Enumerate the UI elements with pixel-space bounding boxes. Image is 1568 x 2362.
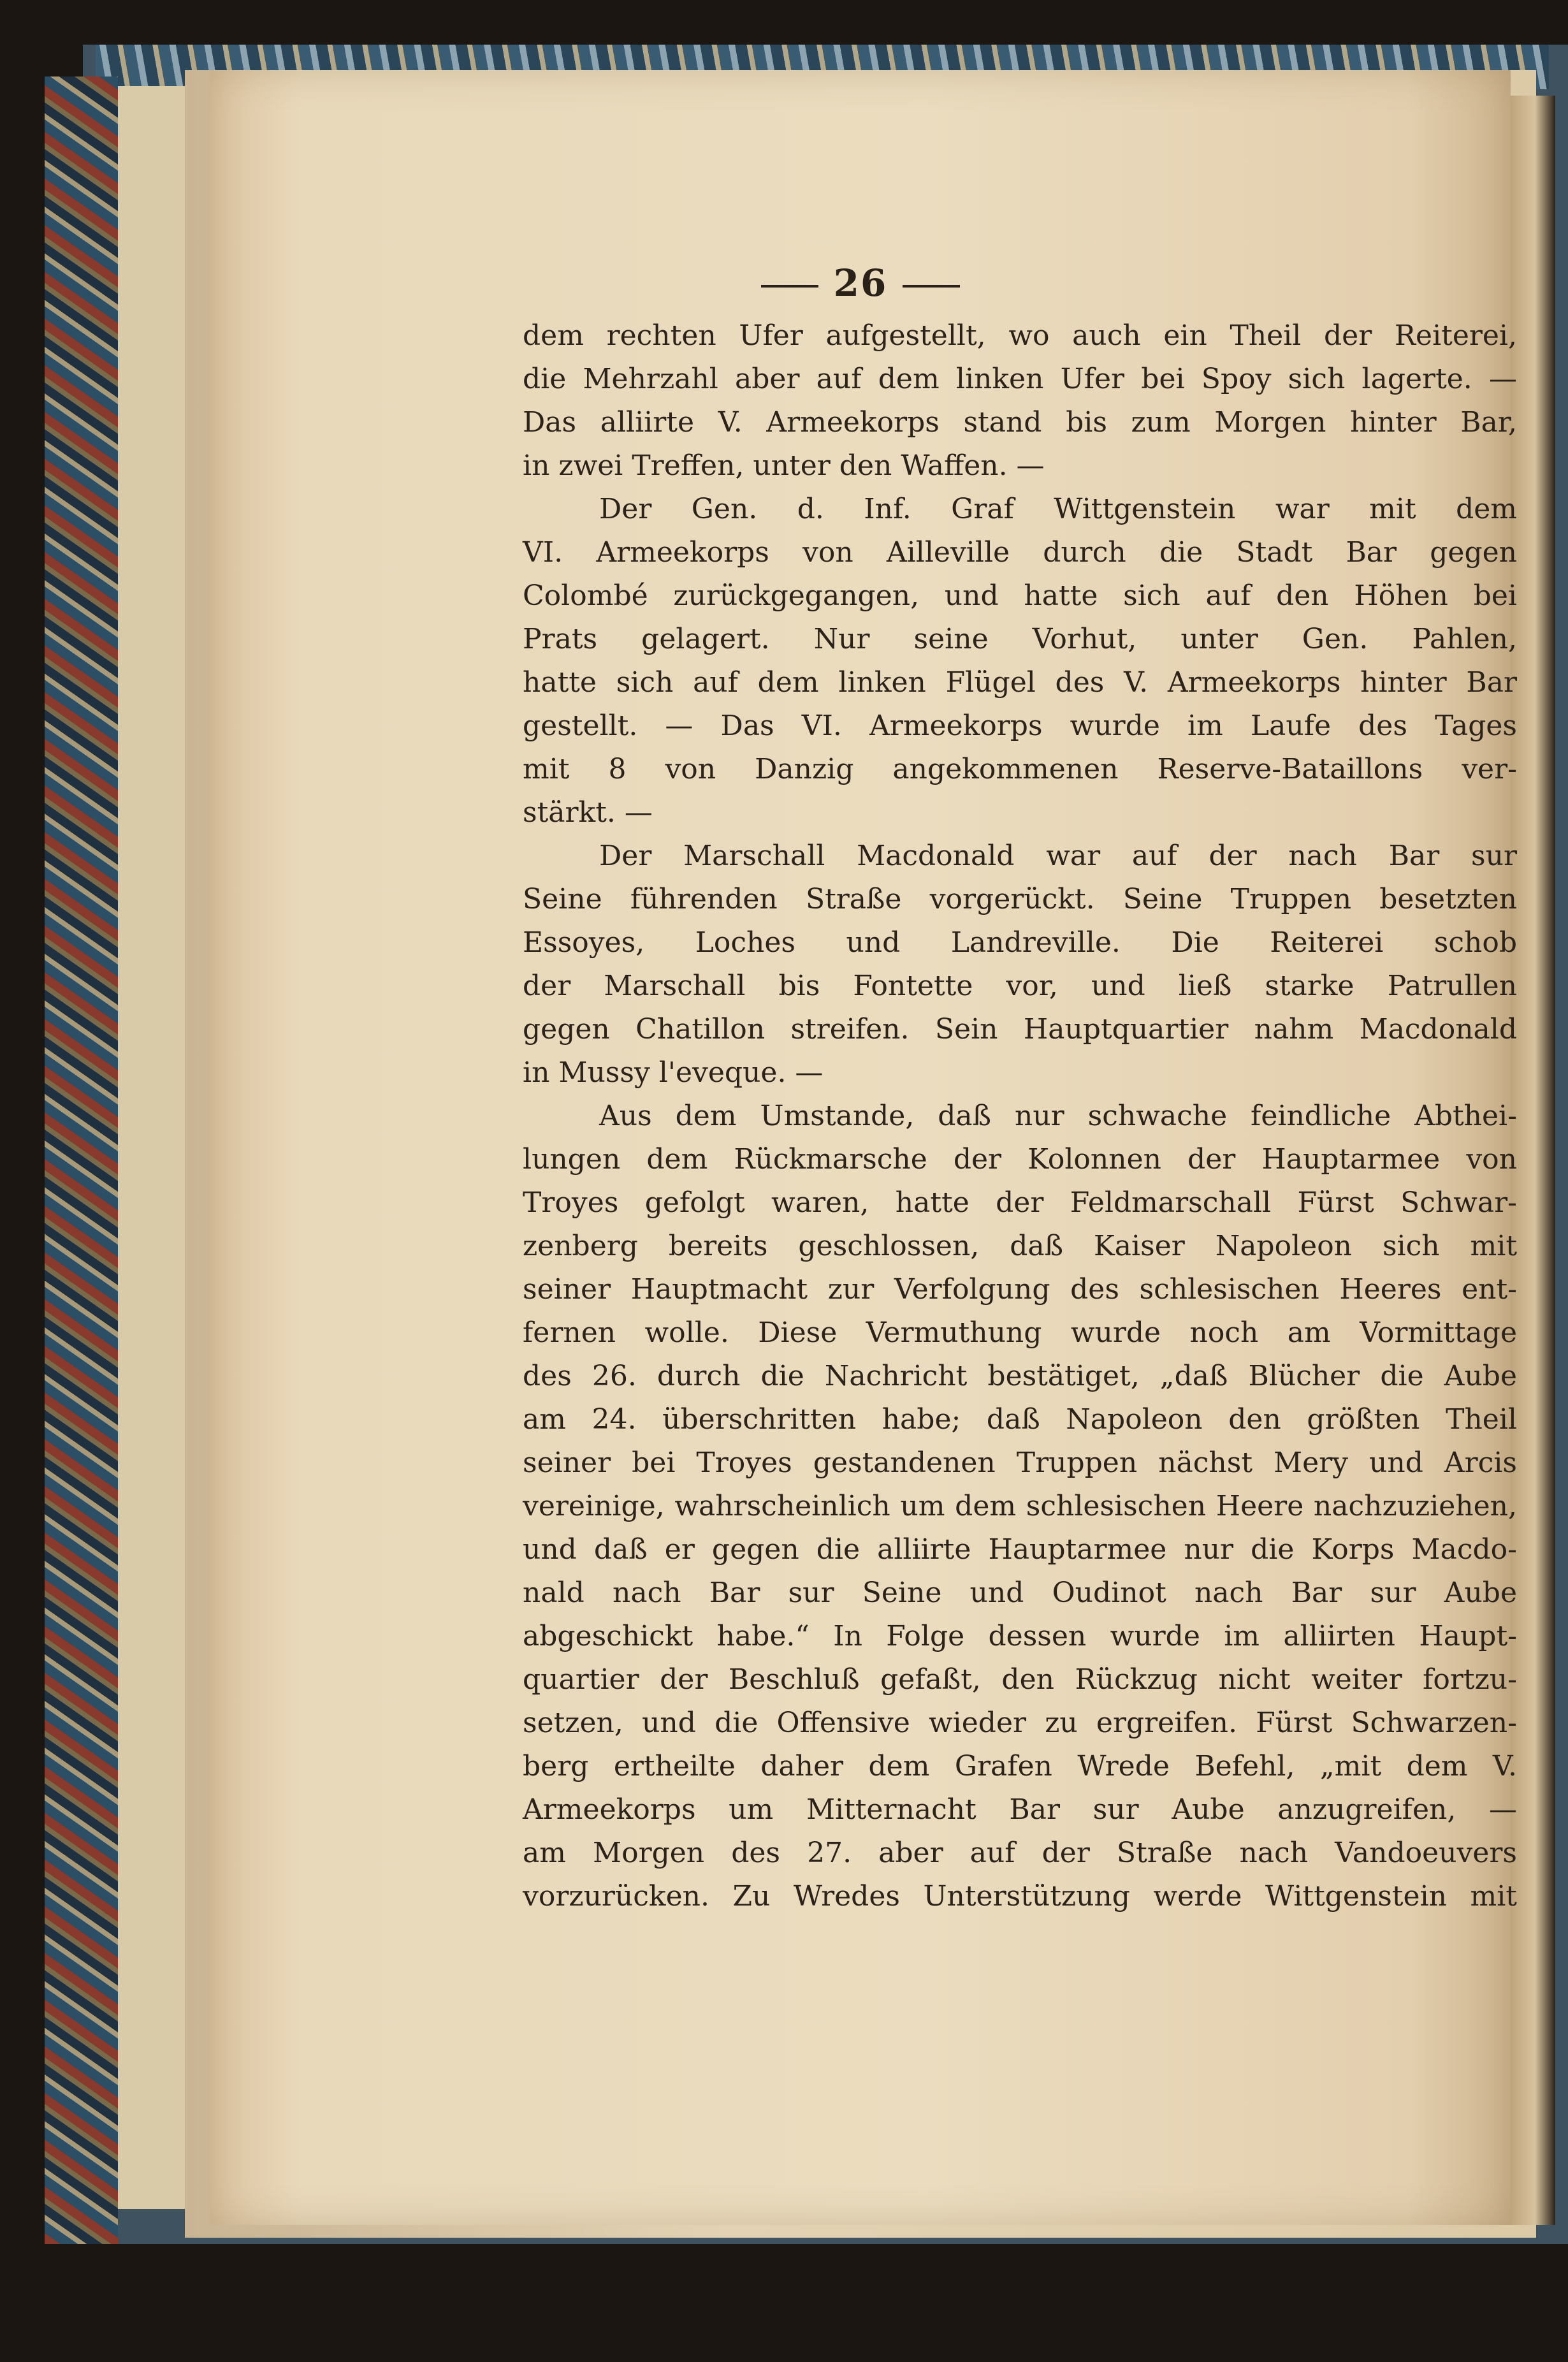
text-line: Seine führenden Straße vorgerückt. Seine Truppen besetzten xyxy=(523,883,1517,915)
page-header xyxy=(210,261,1511,305)
text-line: seiner bei Troyes gestandenen Truppen nächst Mery und Arcis xyxy=(523,1447,1517,1479)
text-line: Colombé zurückgegangen, und hatte sich auf den Höhen bei xyxy=(523,580,1517,612)
text-line: der Marschall bis Fontette vor, und ließ starke Patrullen xyxy=(523,970,1517,1002)
text-line: stärkt. — xyxy=(523,796,653,829)
text-line: Armeekorps um Mitternacht Bar sur Aube anzugreifen, — xyxy=(523,1793,1517,1826)
flyleaf xyxy=(118,86,190,2209)
text-line: dem rechten Ufer aufgestellt, wo auch ein Theil der Reiterei, xyxy=(523,319,1517,352)
text-line: Aus dem Umstande, daß nur schwache feindliche Abthei- xyxy=(599,1100,1517,1132)
text-line: nald nach Bar sur Seine und Oudinot nach Bar sur Aube xyxy=(523,1577,1517,1609)
text-line: setzen, und die Offensive wieder zu ergreifen. Fürst Schwarzen- xyxy=(523,1707,1517,1739)
text-line: seiner Hauptmacht zur Verfolgung des schlesischen Heeres ent- xyxy=(523,1273,1517,1306)
text-line: VI. Armeekorps von Ailleville durch die Stadt Bar gegen xyxy=(523,536,1517,569)
text-line: Prats gelagert. Nur seine Vorhut, unter Gen. Pahlen, xyxy=(523,623,1517,655)
text-line: gestellt. — Das VI. Armeekorps wurde im Laufe des Tages xyxy=(523,710,1517,742)
text-line: Essoyes, Loches und Landreville. Die Reiterei schob xyxy=(523,926,1517,959)
text-line: und daß er gegen die alliirte Hauptarmee nur die Korps Macdo- xyxy=(523,1533,1517,1566)
text-line: lungen dem Rückmarsche der Kolonnen der Hauptarmee von xyxy=(523,1143,1517,1176)
text-line: Der Gen. d. Inf. Graf Wittgenstein war mit dem xyxy=(599,493,1517,525)
text-line: Troyes gefolgt waren, hatte der Feldmarschall Fürst Schwar- xyxy=(523,1186,1517,1219)
text-line: mit 8 von Danzig angekommenen Reserve-Bataillons ver- xyxy=(523,753,1517,785)
page xyxy=(210,70,1517,2225)
text-line: berg ertheilte daher dem Grafen Wrede Befehl, „mit dem V. xyxy=(523,1750,1517,1782)
text-line: gegen Chatillon streifen. Sein Hauptquartier nahm Macdonald xyxy=(523,1013,1517,1046)
text-line: Das alliirte V. Armeekorps stand bis zum Morgen hinter Bar, xyxy=(523,406,1517,439)
text-line: zenberg bereits geschlossen, daß Kaiser Napoleon sich mit xyxy=(523,1230,1517,1262)
text-line: am 24. überschritten habe; daß Napoleon den größten Theil xyxy=(523,1403,1517,1436)
text-line: abgeschickt habe.“ In Folge dessen wurde im alliirten Haupt- xyxy=(523,1620,1517,1652)
text-line: in Mussy l'eveque. — xyxy=(523,1056,824,1089)
marbled-spine xyxy=(45,77,118,2244)
text-line: die Mehrzahl aber auf dem linken Ufer bei Spoy sich lagerte. — xyxy=(523,363,1517,395)
text-line: Der Marschall Macdonald war auf der nach Bar sur xyxy=(599,840,1517,872)
header-dash-left xyxy=(761,285,818,288)
header-dash-right xyxy=(903,285,960,288)
text-line: am Morgen des 27. aber auf der Straße nach Vandoeuvers xyxy=(523,1837,1517,1869)
text-line: quartier der Beschluß gefaßt, den Rückzug nicht weiter fortzu- xyxy=(523,1663,1517,1696)
text-line: vereinige, wahrscheinlich um dem schlesischen Heere nachzuziehen, xyxy=(523,1490,1517,1522)
page-number: 26 xyxy=(833,261,888,305)
text-line: des 26. durch die Nachricht bestätiget, „daß Blücher die Aube xyxy=(523,1360,1517,1392)
text-line: in zwei Treffen, unter den Waffen. — xyxy=(523,449,1045,482)
text-line: fernen wolle. Diese Vermuthung wurde noch am Vormittage xyxy=(523,1316,1517,1349)
text-line: hatte sich auf dem linken Flügel des V. Armeekorps hinter Bar xyxy=(523,666,1517,699)
text-line: vorzurücken. Zu Wredes Unterstützung werde Wittgenstein mit xyxy=(523,1880,1517,1913)
